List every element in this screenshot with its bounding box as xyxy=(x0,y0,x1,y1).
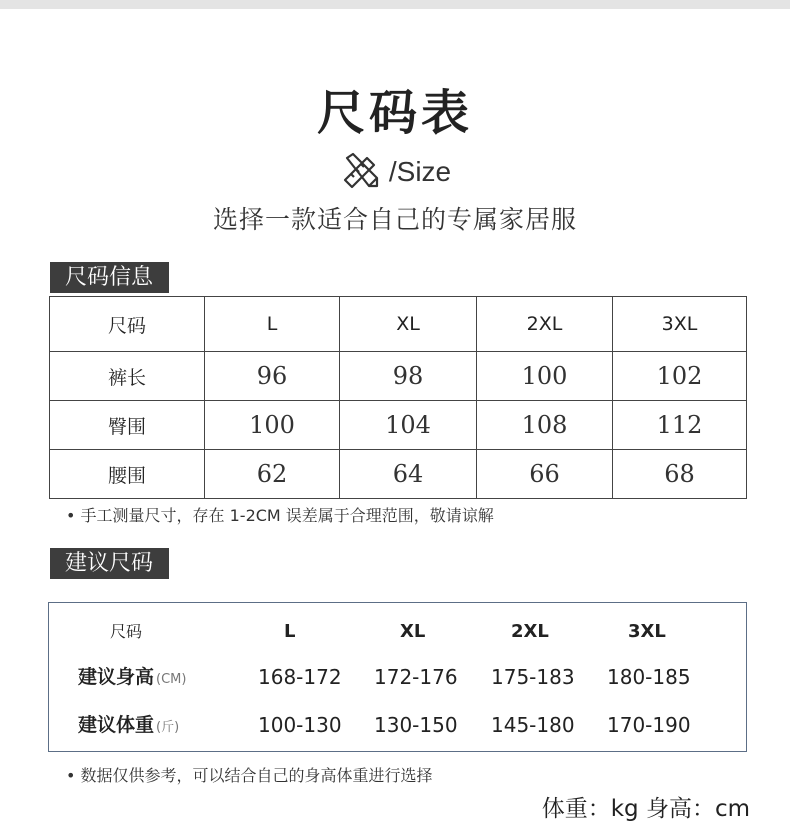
row-label-text: 建议身高 xyxy=(78,666,155,688)
column-header: L xyxy=(205,297,340,352)
reference-note: • 数据仅供参考，可以结合自己的身高体重进行选择 xyxy=(66,766,433,785)
measurement-note: • 手工测量尺寸，存在 1-2CM 误差属于合理范围，敬请谅解 xyxy=(66,506,494,525)
cell-value: 100-130 xyxy=(258,713,342,737)
cell-value: 175-183 xyxy=(491,665,575,689)
row-label: 裤长 xyxy=(50,352,205,401)
recommend-header-row xyxy=(0,617,697,647)
row-label-text: 建议体重 xyxy=(78,714,155,736)
cell-value: 66 xyxy=(477,450,613,499)
top-bar xyxy=(0,0,790,9)
cell-value: 168-172 xyxy=(258,665,342,689)
cell-value: 130-150 xyxy=(374,713,458,737)
column-header: 尺码 xyxy=(50,297,205,352)
column-header: XL xyxy=(400,621,426,642)
cell-value: 108 xyxy=(477,401,613,450)
table-row xyxy=(50,352,747,401)
cell-value: 102 xyxy=(613,352,747,401)
row-label: 腰围 xyxy=(50,450,205,499)
cell-value: 64 xyxy=(340,450,477,499)
recommend-row-height xyxy=(0,662,697,692)
column-header: XL xyxy=(340,297,477,352)
recommend-label: 建议尺码 xyxy=(50,548,169,579)
column-header: 2XL xyxy=(511,621,549,642)
size-subtitle: /Size xyxy=(388,156,452,187)
ruler-pencil-icon xyxy=(339,150,383,194)
column-header: 2XL xyxy=(477,297,613,352)
row-label: 臀围 xyxy=(50,401,205,450)
size-info-label: 尺码信息 xyxy=(50,262,169,293)
cell-value: 62 xyxy=(205,450,340,499)
tagline: 选择一款适合自己的专属家居服 xyxy=(212,205,577,234)
table-row xyxy=(50,450,747,499)
row-label xyxy=(78,662,186,695)
recommend-row-weight xyxy=(0,710,697,740)
cell-value: 145-180 xyxy=(491,713,575,737)
column-header: 3XL xyxy=(613,297,747,352)
cell-value: 112 xyxy=(613,401,747,450)
cell-value: 180-185 xyxy=(607,665,691,689)
cell-value: 100 xyxy=(477,352,613,401)
cell-value: 104 xyxy=(340,401,477,450)
unit-footer: 体重：kg 身高：cm xyxy=(541,796,750,822)
cell-value: 96 xyxy=(205,352,340,401)
cell-value: 98 xyxy=(340,352,477,401)
subtitle-row xyxy=(0,150,790,194)
column-header: 尺码 xyxy=(110,622,143,641)
column-header: L xyxy=(284,621,296,642)
unit-label: (CM) xyxy=(156,672,187,687)
cell-value: 172-176 xyxy=(374,665,458,689)
page-title: 尺码表 xyxy=(316,85,473,141)
unit-label: (斤) xyxy=(156,720,180,735)
cell-value: 100 xyxy=(205,401,340,450)
table-row xyxy=(50,401,747,450)
size-info-table xyxy=(49,296,747,499)
column-header: 3XL xyxy=(628,621,666,642)
row-label xyxy=(78,710,179,743)
table-header-row xyxy=(50,297,747,352)
cell-value: 170-190 xyxy=(607,713,691,737)
cell-value: 68 xyxy=(613,450,747,499)
